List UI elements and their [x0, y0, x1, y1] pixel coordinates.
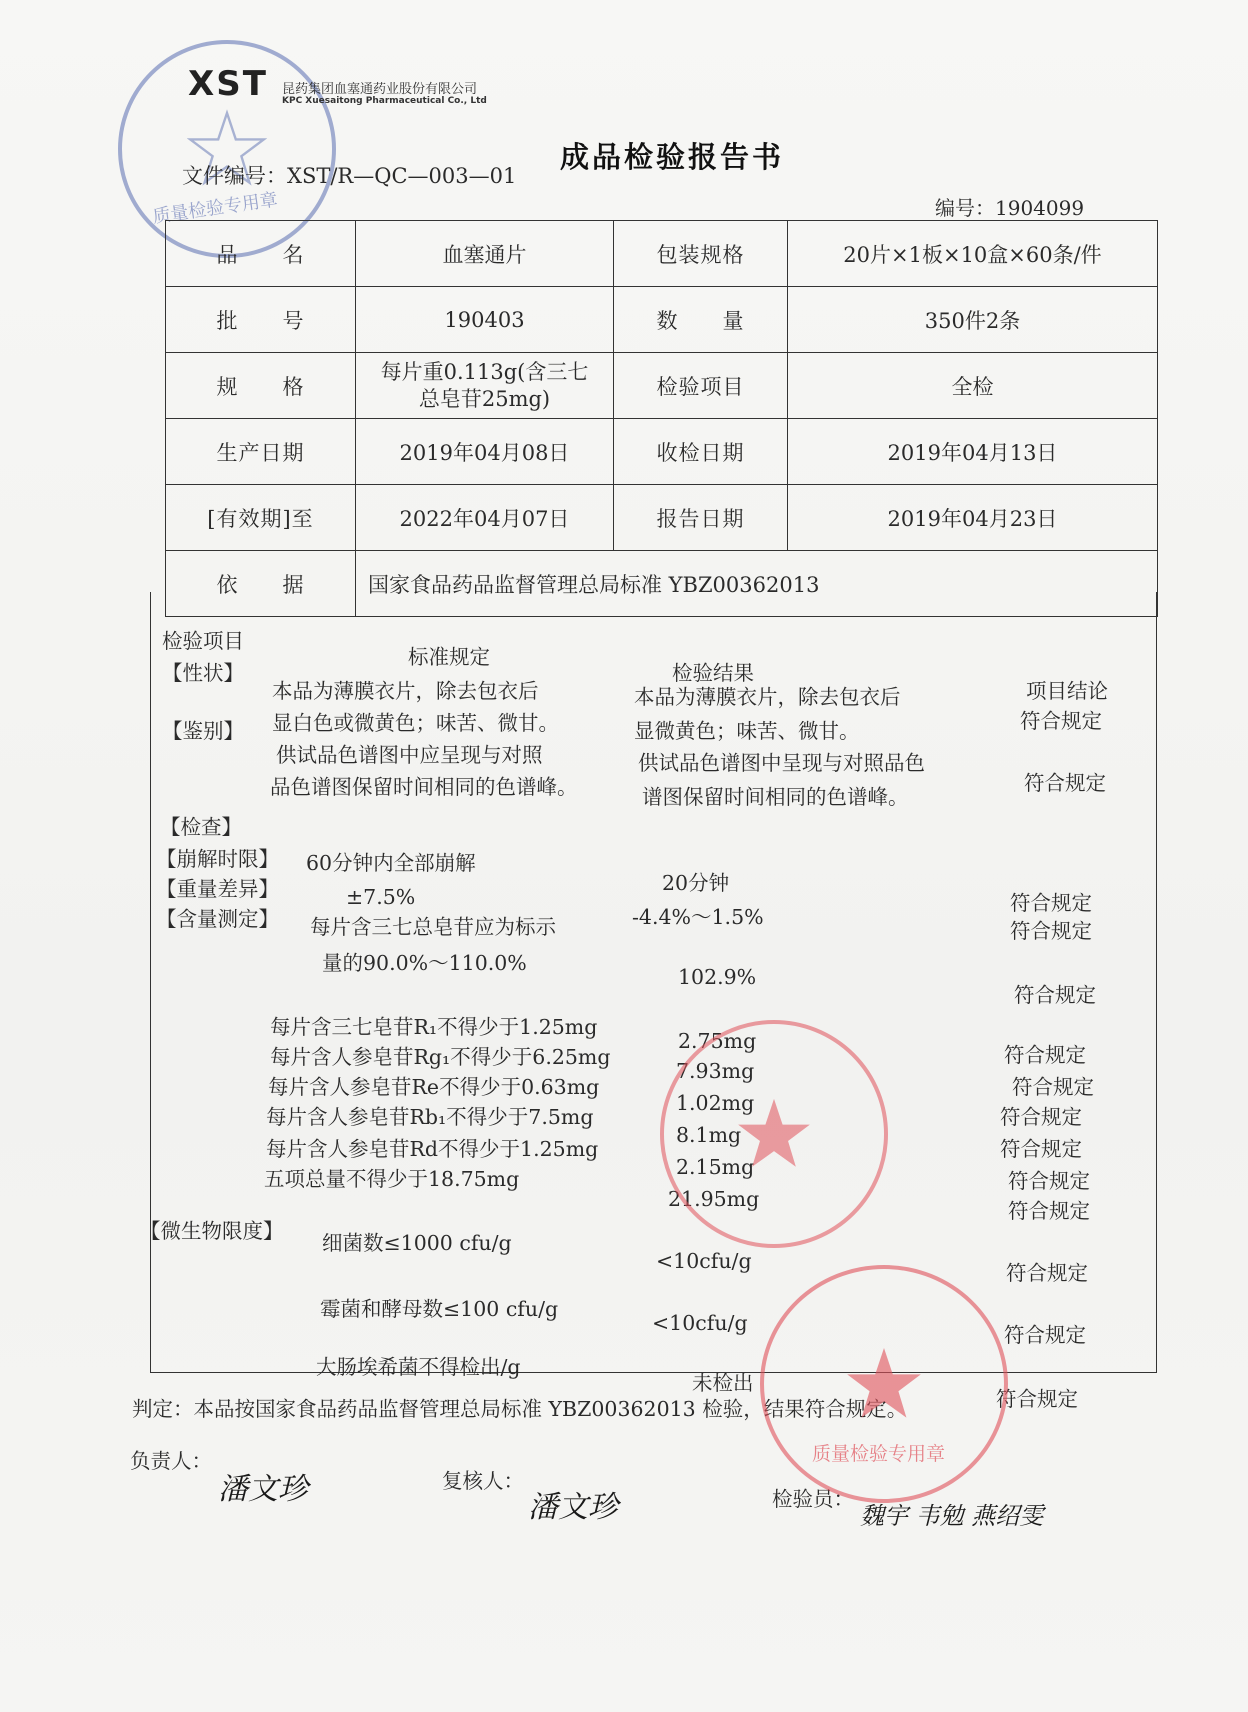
- assay-standard: 每片含三七总皂苷应为标示: [310, 915, 556, 939]
- saponin-conclusion: 符合规定: [1000, 1105, 1082, 1129]
- saponin-result: 2.15mg: [676, 1155, 755, 1179]
- total-result: 21.95mg: [668, 1187, 760, 1211]
- package-value: 20片×1板×10盒×60条/件: [788, 221, 1158, 287]
- spec-value: [356, 353, 614, 419]
- assay-label: 【含量测定】: [156, 907, 279, 931]
- identification-standard: 品色谱图保留时间相同的色谱峰。: [270, 775, 578, 799]
- appearance-label: 【性状】: [162, 661, 244, 685]
- weight-variation-result: -4.4%～1.5%: [632, 905, 764, 929]
- col-item-header: 检验项目: [162, 629, 244, 653]
- assay-standard: 量的90.0%～110.0%: [322, 951, 527, 975]
- disintegration-standard: 60分钟内全部崩解: [306, 851, 476, 875]
- prod-date-value: 2019年04月08日: [356, 419, 614, 485]
- product-name-label: 品 名: [166, 221, 356, 287]
- spec-line: 每片重0.113g(含三七: [380, 360, 589, 385]
- stamp-text: 质量检验专用章: [812, 1443, 946, 1465]
- verdict: 判定：本品按国家食品药品监督管理总局标准 YBZ00362013 检验，结果符合规定。: [132, 1397, 908, 1421]
- batch-value: 190403: [356, 287, 614, 353]
- saponin-standard: 每片含三七皂苷R₁不得少于1.25mg: [270, 1015, 598, 1039]
- saponin-conclusion: 符合规定: [1012, 1075, 1094, 1099]
- quantity-label: 数 量: [614, 287, 788, 353]
- total-conclusion: 符合规定: [1008, 1199, 1090, 1223]
- items-value: 全检: [788, 353, 1158, 419]
- microbial-label: 【微生物限度】: [140, 1219, 284, 1243]
- table-row: [166, 419, 1158, 485]
- inspector-signature: 魏宇 韦勉 燕绍雯: [860, 1502, 1044, 1530]
- company-logo: XST: [188, 64, 268, 104]
- appearance-result: 显微黄色；味苦、微甘。: [634, 719, 860, 743]
- company-name-en: KPC Xuesaitong Pharmaceutical Co., Ltd: [282, 96, 487, 106]
- saponin-result: 7.93mg: [676, 1059, 755, 1083]
- quantity-value: 350件2条: [788, 287, 1158, 353]
- col-result-header: 检验结果: [672, 661, 754, 685]
- identification-result: 谱图保留时间相同的色谱峰。: [642, 785, 909, 809]
- microbial-mold-result: <10cfu/g: [652, 1311, 748, 1335]
- saponin-conclusion: 符合规定: [1000, 1137, 1082, 1161]
- appearance-result: 本品为薄膜衣片，除去包衣后: [634, 685, 901, 709]
- company-name-cn: 昆药集团血塞通药业股份有限公司: [282, 82, 478, 97]
- disintegration-label: 【崩解时限】: [156, 847, 279, 871]
- serial-number: 编号：1904099: [935, 196, 1085, 220]
- table-row: [166, 221, 1158, 287]
- microbial-mold-conclusion: 符合规定: [1004, 1323, 1086, 1347]
- document-number: 文件编号：XST/R—QC—003—01: [182, 164, 517, 188]
- identification-standard: 供试品色谱图中应呈现与对照: [276, 743, 543, 767]
- package-label: 包装规格: [614, 221, 788, 287]
- star-icon: [735, 1095, 813, 1173]
- microbial-ecoli-result: 未检出: [692, 1371, 754, 1395]
- microbial-mold-standard: 霉菌和酵母数≤100 cfu/g: [320, 1297, 559, 1321]
- star-icon: [844, 1344, 924, 1424]
- table-row: [166, 353, 1158, 419]
- microbial-bacteria-conclusion: 符合规定: [1006, 1261, 1088, 1285]
- expiry-value: 2022年04月07日: [356, 485, 614, 551]
- recv-date-label: 收检日期: [614, 419, 788, 485]
- prod-date-label: 生产日期: [166, 419, 356, 485]
- expiry-label: [有效期]至: [166, 485, 356, 551]
- page-title: 成品检验报告书: [560, 140, 785, 174]
- appearance-standard: 显白色或微黄色；味苦、微甘。: [272, 711, 559, 735]
- appearance-standard: 本品为薄膜衣片，除去包衣后: [272, 679, 539, 703]
- responsible-signature: 潘文珍: [218, 1472, 308, 1507]
- microbial-ecoli-standard: 大肠埃希菌不得检出/g: [316, 1355, 521, 1379]
- microbial-bacteria-standard: 细菌数≤1000 cfu/g: [322, 1231, 512, 1255]
- inspector-label: 检验员：: [772, 1487, 854, 1511]
- microbial-bacteria-result: <10cfu/g: [656, 1249, 752, 1273]
- responsible-label: 负责人：: [130, 1449, 212, 1473]
- saponin-result: 1.02mg: [676, 1091, 755, 1115]
- assay-conclusion: 符合规定: [1010, 919, 1092, 943]
- spec-line: 总皂苷25mg): [418, 386, 551, 411]
- saponin-conclusion: 符合规定: [1004, 1043, 1086, 1067]
- report-date-value: 2019年04月23日: [788, 485, 1158, 551]
- stamp-text: 质量检验专用章: [151, 189, 280, 228]
- saponin-standard: 每片含人参皂苷Rg₁不得少于6.25mg: [270, 1045, 611, 1069]
- weight-variation-standard: ±7.5%: [346, 885, 416, 909]
- info-table: [165, 220, 1158, 617]
- microbial-ecoli-conclusion: 符合规定: [996, 1387, 1078, 1411]
- spec-label: 规 格: [166, 353, 356, 419]
- identification-label: 【鉴别】: [162, 719, 244, 743]
- total-standard: 五项总量不得少于18.75mg: [264, 1167, 520, 1191]
- identification-result: 供试品色谱图中呈现与对照品色: [638, 751, 925, 775]
- weight-variation-conclusion: 符合规定: [1010, 891, 1092, 915]
- recv-date-value: 2019年04月13日: [788, 419, 1158, 485]
- assay-conclusion: 符合规定: [1014, 983, 1096, 1007]
- assay-result: 102.9%: [678, 965, 757, 989]
- check-label: 【检查】: [160, 815, 242, 839]
- disintegration-result: 20分钟: [662, 871, 730, 895]
- col-conclusion-header: 项目结论: [1026, 679, 1108, 703]
- product-name-value: 血塞通片: [356, 221, 614, 287]
- identification-conclusion: 符合规定: [1024, 771, 1106, 795]
- saponin-result: 2.75mg: [678, 1029, 757, 1053]
- appearance-conclusion: 符合规定: [1020, 709, 1102, 733]
- saponin-standard: 每片含人参皂苷Re不得少于0.63mg: [268, 1075, 600, 1099]
- basis-value: 国家食品药品监督管理总局标准 YBZ00362013: [356, 551, 1158, 617]
- saponin-standard: 每片含人参皂苷Rd不得少于1.25mg: [266, 1137, 599, 1161]
- red-stamp-lower: [760, 1265, 1008, 1503]
- saponin-result: 8.1mg: [676, 1123, 742, 1147]
- table-row: [166, 485, 1158, 551]
- table-row: [166, 287, 1158, 353]
- items-label: 检验项目: [614, 353, 788, 419]
- weight-variation-label: 【重量差异】: [156, 877, 279, 901]
- reviewer-label: 复核人：: [442, 1469, 524, 1493]
- col-standard-header: 标准规定: [408, 645, 490, 669]
- red-stamp-upper: [660, 1020, 888, 1248]
- basis-label: 依 据: [166, 551, 356, 617]
- reviewer-signature: 潘文珍: [528, 1490, 618, 1525]
- saponin-standard: 每片含人参皂苷Rb₁不得少于7.5mg: [266, 1105, 594, 1129]
- saponin-conclusion: 符合规定: [1008, 1169, 1090, 1193]
- report-date-label: 报告日期: [614, 485, 788, 551]
- batch-label: 批 号: [166, 287, 356, 353]
